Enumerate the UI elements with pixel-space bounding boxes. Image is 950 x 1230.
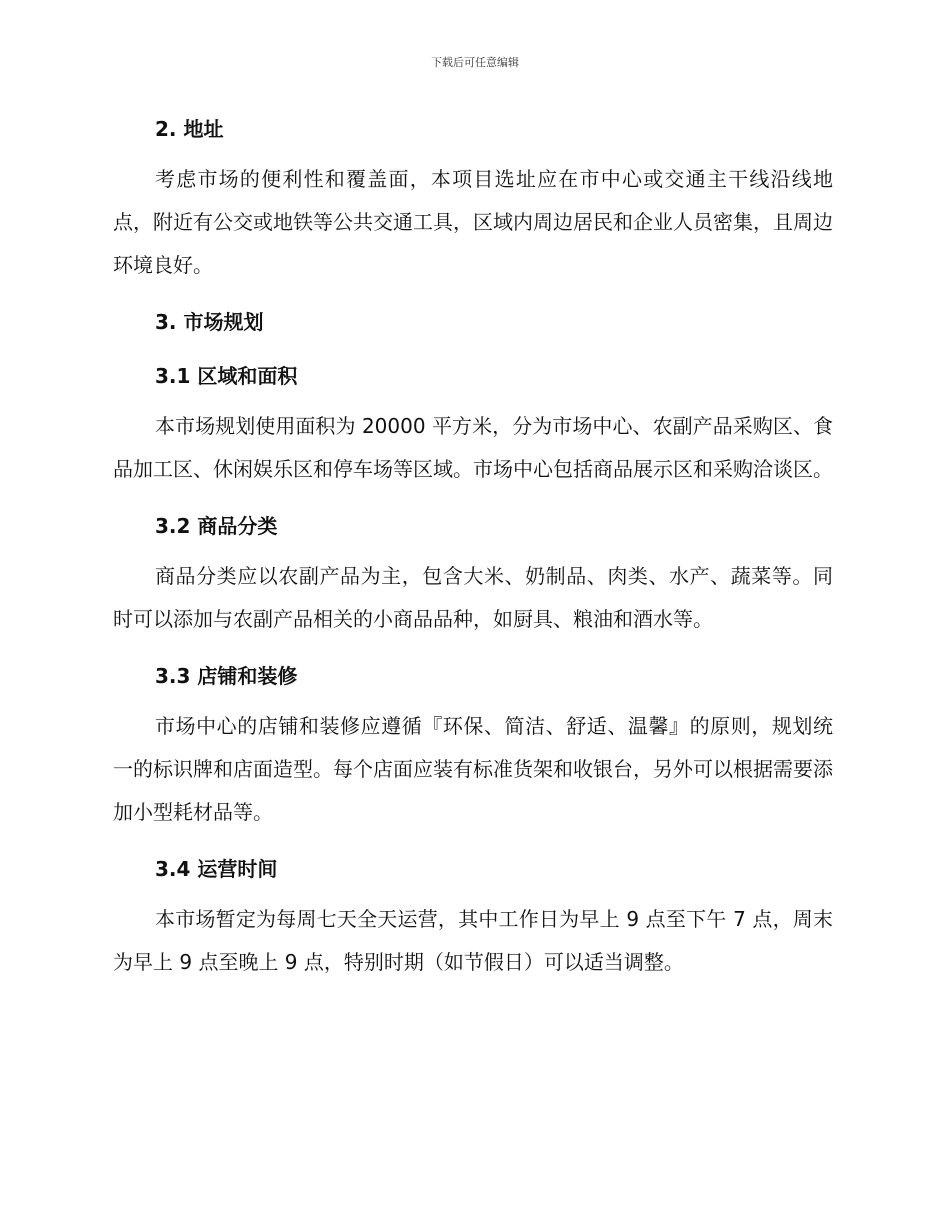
section-heading-market-planning: 3. 市场规划: [155, 310, 264, 334]
section-body-categories: 商品分类应以农副产品为主，包含大米、奶制品、肉类、水产、蔬菜等。同时可以添加与农副产品相关的小商品品种，如厨具、粮油和酒水等。: [113, 564, 833, 631]
section-heading-shops: 3.3 店铺和装修: [155, 664, 298, 688]
section-heading-hours: 3.4 运营时间: [155, 857, 278, 881]
section-heading-area: 3.1 区域和面积: [155, 364, 298, 388]
section-heading-categories: 3.2 商品分类: [155, 514, 278, 538]
section-heading-address: 2. 地址: [155, 117, 224, 141]
document-body: [113, 110, 833, 984]
section-body-address: 考虑市场的便利性和覆盖面，本项目选址应在市中心或交通主干线沿线地点，附近有公交或地铁等公共交通工具，区域内周边居民和企业人员密集，且周边环境良好。: [113, 167, 833, 277]
page-header-note: 下载后可任意编辑: [431, 56, 519, 69]
section-body-shops: 市场中心的店铺和装修应遵循『环保、简洁、舒适、温馨』的原则，规划统一的标识牌和店面造型。每个店面应装有标准货架和收银台，另外可以根据需要添加小型耗材品等。: [113, 714, 833, 824]
section-body-hours: 本市场暂定为每周七天全天运营，其中工作日为早上 9 点至下午 7 点，周末为早上 9 点至晚上 9 点，特别时期（如节假日）可以适当调整。: [113, 907, 833, 974]
section-body-area: 本市场规划使用面积为 20000 平方米，分为市场中心、农副产品采购区、食品加工区、休闲娱乐区和停车场等区域。市场中心包括商品展示区和采购洽谈区。: [113, 414, 833, 481]
